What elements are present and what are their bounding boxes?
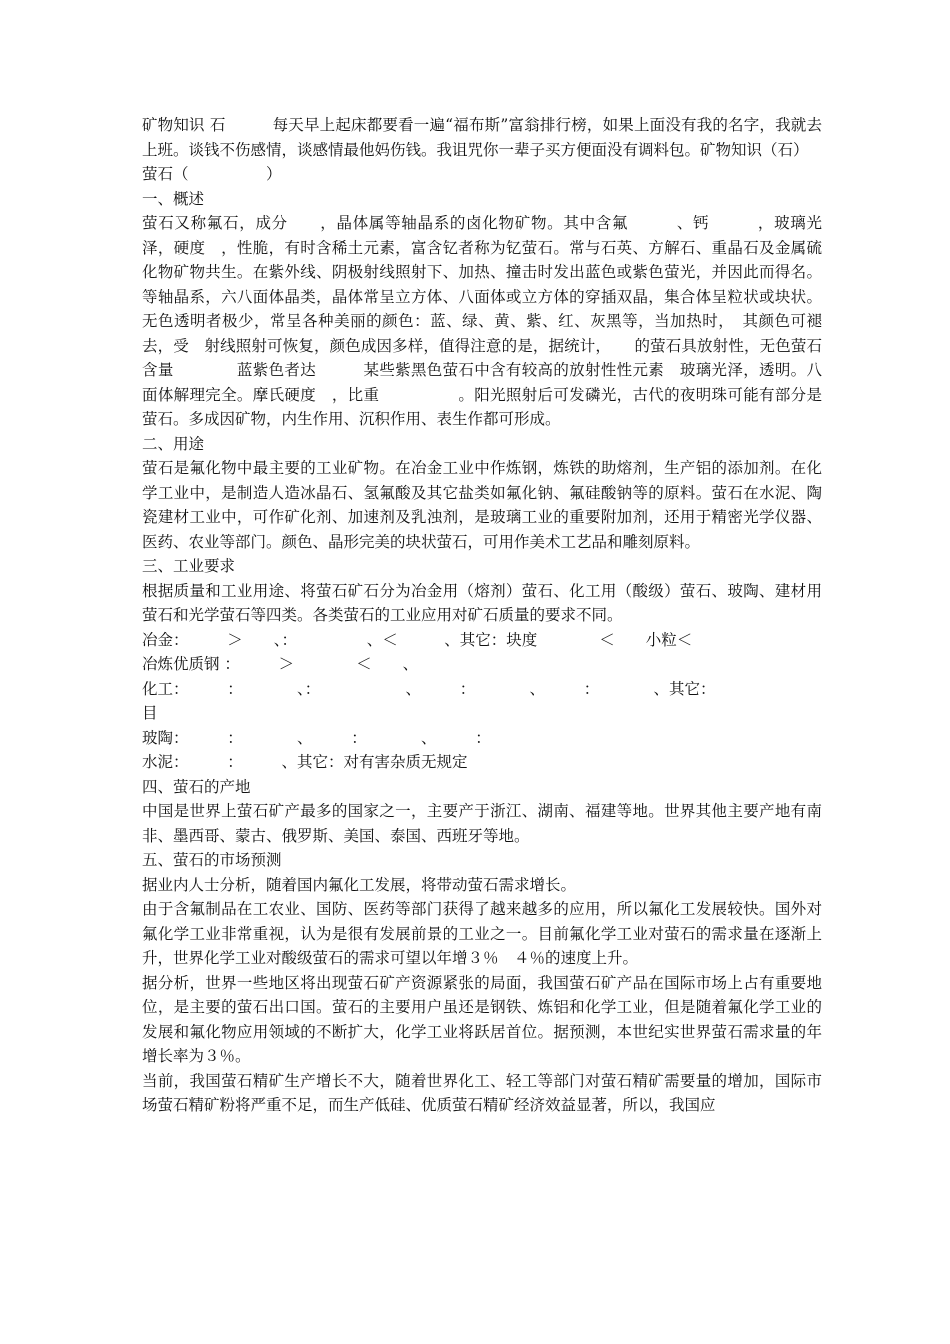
origin-paragraph: 中国是世界上萤石矿产最多的国家之一，主要产于浙江、湖南、福建等地。世界其他主要产地有南非、墨西哥、蒙古、俄罗斯、美国、泰国、西班牙等地。 <box>142 802 822 845</box>
document-title: 萤石（ ） <box>142 165 282 183</box>
market-paragraph-4: 当前，我国萤石精矿生产增长不大，随着世界化工、轻工等部门对萤石精矿需要量的增加，国际市场萤石精矿粉将严重不足，而生产低硅、优质萤石精矿经济效益显著，所以，我国应 <box>142 1071 822 1114</box>
requirement-chemical-continued: 目 <box>142 704 158 722</box>
market-paragraph-2: 由于含氟制品在工农业、国防、医药等部门获得了越来越多的应用，所以氟化工发展较快。国外对氟化学工业非常重视，认为是很有发展前景的工业之一。目前氟化学工业对萤石的需求量在逐渐上升，世界化学工业对酸级萤石的需求可望以年增３％ ４％的速度上升。 <box>142 900 822 967</box>
requirement-glass-ceramic: 玻陶： ： 、 ： 、 ： <box>142 728 491 747</box>
section-heading-market: 五、萤石的市场预测 <box>142 851 282 869</box>
section-heading-requirements: 三、工业要求 <box>142 557 236 575</box>
intro-paragraph: 矿物知识 石 每天早上起床都要看一遍“福布斯”富翁排行榜，如果上面没有我的名字，我就去上班。谈钱不伤感情，谈感情最他妈伤钱。我诅咒你一辈子买方便面没有调料包。矿物知识（石） <box>142 116 822 159</box>
market-paragraph-1: 据业内人士分析，随着国内氟化工发展，将带动萤石需求增长。 <box>142 875 577 894</box>
document-page <box>142 113 822 1118</box>
requirement-cement: 水泥： ： 、其它：对有害杂质无规定 <box>142 753 468 771</box>
market-paragraph-3: 据分析，世界一些地区将出现萤石矿产资源紧张的局面，我国萤石矿产品在国际市场上占有重要地位，是主要的萤石出口国。萤石的主要用户虽还是钢铁、炼铝和化学工业，但是随着氟化学工业的发展和氟化物应用领域的不断扩大，化学工业将跃居首位。据预测，本世纪实世界萤石需求量的年增长率为３％。 <box>142 973 822 1065</box>
section-heading-overview: 一、概述 <box>142 189 205 208</box>
overview-paragraph: 萤石又称氟石，成分 ，晶体属等轴晶系的卤化物矿物。其中含氟 、钙 ，玻璃光泽，硬度 ，性脆，有时含稀土元素，富含钇者称为钇萤石。常与石英、方解石、重晶石及金属硫化物矿物共生。在紫外线、阴极射线照射下、加热、撞击时发出蓝色或紫色萤光，并因此而得名。等轴晶系，六八面体晶类，晶体常呈立方体、八面体或立方体的穿插双晶，集合体呈粒状或块状。无色透明者极少，常呈各种美丽的颜色：蓝、绿、黄、紫、红、灰黑等，当加热时， 其颜色可褪去，受 射线照射可恢复，颜色成因多样，值得注意的是，据统计， 的萤石具放射性，无色萤石含量 蓝紫色者达 某些紫黑色萤石中含有较高的放射性性元素 玻璃光泽，透明。八面体解理完全。摩氏硬度 ，比重 。阳光照射后可发磷光，古代的夜明珠可能有部分是萤石。多成因矿物，内生作用、沉积作用、表生作都可形成。 <box>142 214 822 428</box>
uses-paragraph: 萤石是氟化物中最主要的工业矿物。在冶金工业中作炼钢，炼铁的助熔剂，生产铝的添加剂。在化学工业中，是制造人造冰晶石、氢氟酸及其它盐类如氟化钠、氟硅酸钠等的原料。萤石在水泥、陶瓷建材工业中，可作矿化剂、加速剂及乳浊剂，是玻璃工业的重要附加剂，还用于精密光学仪器、医药、农业等部门。颜色、晶形完美的块状萤石，可用作美术工艺品和雕刻原料。 <box>142 459 822 551</box>
requirement-chemical: 化工： ： 、： 、 ： 、 ： 、其它： <box>142 679 716 698</box>
section-heading-uses: 二、用途 <box>142 434 205 453</box>
section-heading-origin: 四、萤石的产地 <box>142 777 251 796</box>
requirement-steel: 冶炼优质钢 ： ＞ ＜ 、 <box>142 655 419 673</box>
requirements-paragraph: 根据质量和工业用途、将萤石矿石分为冶金用（熔剂）萤石、化工用（酸级）萤石、玻陶、建材用萤石和光学萤石等四类。各类萤石的工业应用对矿石质量的要求不同。 <box>142 581 822 624</box>
requirement-metallurgy: 冶金： ＞ 、： 、＜ 、其它：块度 ＜ 小粒＜ <box>142 630 693 649</box>
